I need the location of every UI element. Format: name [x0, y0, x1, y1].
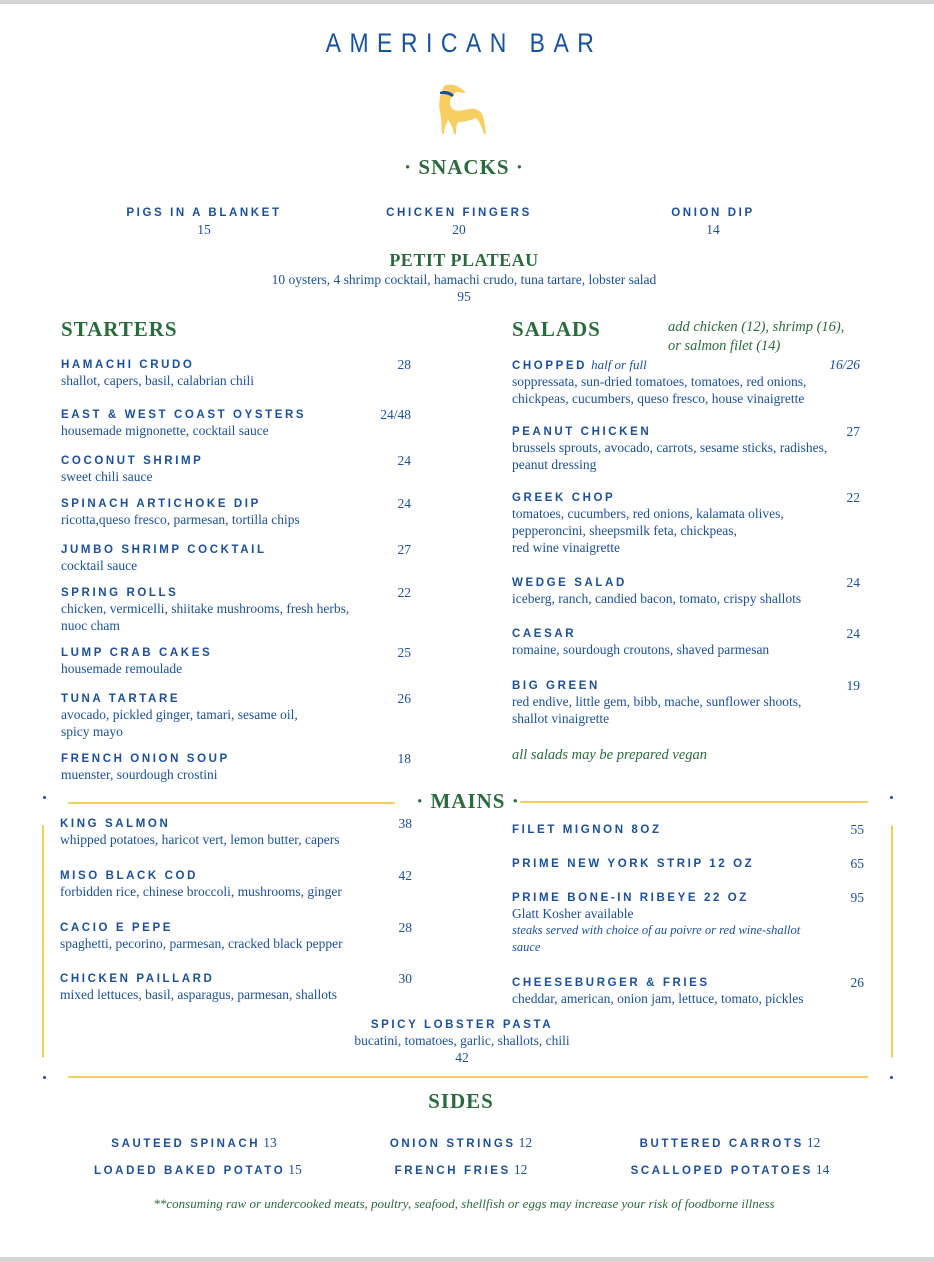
item-name: PETIT PLATEAU	[389, 250, 539, 270]
item-desc: spaghetti, pecorino, parmesan, cracked black pepper	[60, 936, 343, 951]
item-desc: soppressata, sun-dried tomatoes, tomatoes, red onions,	[512, 374, 807, 389]
item-desc: pepperoncini, sheepsmilk feta, chickpeas,	[512, 523, 737, 538]
item-desc: chicken, vermicelli, shiitake mushrooms, fresh herbs,	[61, 601, 350, 616]
item-note: steaks served with choice of au poivre or red wine-shallot	[512, 923, 801, 937]
item-desc: mixed lettuces, basil, asparagus, parmesan, shallots	[60, 987, 338, 1002]
item-name-text: PRIME NEW YORK STRIP 12 OZ	[512, 858, 755, 870]
greyhound-logo-icon	[436, 82, 494, 138]
item-desc: cheddar, american, onion jam, lettuce, tomato, pickles	[512, 991, 804, 1006]
item-desc: tomatoes, cucumbers, red onions, kalamata olives,	[512, 506, 784, 521]
item-price: 24	[846, 575, 860, 590]
item-name: FRENCH FRIES	[394, 1165, 511, 1177]
item-name-text: KING SALMON	[60, 818, 171, 830]
mains-heading: · MAINS ·	[416, 789, 520, 813]
item-price: 12	[518, 1135, 533, 1150]
snack-item	[104, 206, 304, 240]
item-name-text: GREEK CHOP	[512, 492, 616, 504]
item-name-text: FILET MIGNON 8OZ	[512, 824, 662, 836]
item-name-text: HAMACHI CRUDO	[61, 359, 195, 371]
item-name-text: MISO BLACK COD	[60, 870, 198, 882]
item-price: 24	[397, 453, 411, 468]
item-name: LOADED BAKED POTATO	[94, 1165, 286, 1177]
item-desc: Glatt Kosher available	[512, 906, 634, 921]
item-name-text: CHEESEBURGER & FRIES	[512, 977, 710, 989]
menu-item	[512, 358, 860, 407]
dot	[43, 1076, 46, 1079]
divider-line	[68, 802, 395, 804]
menu-item	[61, 646, 411, 677]
item-name-text: CHICKEN PAILLARD	[60, 973, 215, 985]
item-price: 14	[815, 1162, 830, 1177]
item-price: 28	[398, 920, 412, 935]
item-price: 16/26	[829, 357, 860, 372]
item-price: 95	[850, 890, 864, 905]
item-desc: red endive, little gem, bibb, mache, sunflower shoots,	[512, 694, 802, 709]
menu-item	[60, 972, 412, 1003]
item-name-text: COCONUT SHRIMP	[61, 455, 204, 467]
item-name-text: BIG GREEN	[512, 680, 600, 692]
item-price: 19	[846, 678, 860, 693]
item-name-text: CACIO E PEPE	[60, 922, 173, 934]
item-desc: bucatini, tomatoes, garlic, shallots, chili	[354, 1033, 570, 1048]
item-price: 28	[397, 357, 411, 372]
item-desc: ricotta,queso fresco, parmesan, tortilla chips	[61, 512, 300, 527]
item-name-text: SPINACH ARTICHOKE DIP	[61, 498, 261, 510]
item-desc: muenster, sourdough crostini	[61, 767, 218, 782]
item-tag: half or full	[591, 357, 647, 372]
item-price: 42	[455, 1050, 469, 1065]
menu-item	[60, 921, 412, 952]
divider-line	[891, 825, 893, 1058]
item-name-text: CHOPPED	[512, 360, 588, 372]
dot	[890, 1076, 893, 1079]
item-name-text: SPRING ROLLS	[61, 587, 179, 599]
side-item	[630, 1161, 830, 1179]
item-price: 13	[263, 1135, 277, 1150]
item-desc: red wine vinaigrette	[512, 540, 620, 555]
menu-item	[61, 454, 411, 485]
item-name: ONION DIP	[671, 207, 755, 219]
item-price: 42	[398, 868, 412, 883]
item-price: 25	[397, 645, 411, 660]
item-desc: sweet chili sauce	[61, 469, 153, 484]
item-price: 24	[397, 496, 411, 511]
item-name-text: PRIME BONE-IN RIBEYE 22 OZ	[512, 892, 749, 904]
menu-item	[61, 692, 411, 740]
menu-item	[512, 891, 864, 956]
dot	[890, 796, 893, 799]
menu-item	[512, 491, 860, 556]
item-price: 65	[850, 856, 864, 871]
item-desc: chickpeas, cucumbers, queso fresco, house vinaigrette	[512, 391, 805, 406]
menu-item	[60, 817, 412, 848]
item-price: 24	[846, 626, 860, 641]
menu-item	[61, 586, 411, 634]
item-name: CHICKEN FINGERS	[386, 207, 532, 219]
item-desc: housemade remoulade	[61, 661, 183, 676]
spicy-lobster-pasta	[262, 1018, 662, 1066]
item-name-text: WEDGE SALAD	[512, 577, 627, 589]
page-edge-top	[0, 0, 934, 4]
snack-item	[613, 206, 813, 240]
item-price: 22	[846, 490, 860, 505]
item-name-text: PEANUT CHICKEN	[512, 426, 652, 438]
item-price: 24/48	[380, 407, 411, 422]
item-desc: brussels sprouts, avocado, carrots, sesame sticks, radishes,	[512, 440, 828, 455]
menu-item	[61, 497, 411, 528]
item-price: 12	[513, 1162, 528, 1177]
item-price: 38	[398, 816, 412, 831]
item-price: 26	[850, 975, 864, 990]
side-item	[361, 1161, 561, 1179]
item-desc: housemade mignonette, cocktail sauce	[61, 423, 269, 438]
item-price: 26	[397, 691, 411, 706]
menu-item	[512, 823, 864, 837]
item-price: 15	[288, 1162, 302, 1177]
item-price: 30	[398, 971, 412, 986]
menu-item	[512, 627, 860, 658]
item-name: SAUTEED SPINACH	[111, 1138, 261, 1150]
item-name-text: CAESAR	[512, 628, 577, 640]
menu-item	[512, 857, 864, 871]
divider-line	[42, 825, 44, 1058]
sides-heading: SIDES	[428, 1089, 494, 1113]
health-disclaimer: **consuming raw or undercooked meats, poultry, seafood, shellfish or eggs may increase your risk of foodborne illness	[153, 1196, 775, 1211]
item-name-text: FRENCH ONION SOUP	[61, 753, 230, 765]
snack-item	[359, 206, 559, 240]
item-desc: romaine, sourdough croutons, shaved parmesan	[512, 642, 770, 657]
item-price: 18	[397, 751, 411, 766]
menu-item	[512, 679, 860, 727]
menu-item	[61, 408, 411, 439]
divider-line	[68, 1076, 868, 1078]
page-title: AMERICAN BAR	[325, 28, 603, 58]
note-line: or salmon filet (14)	[668, 338, 781, 354]
item-desc: forbidden rice, chinese broccoli, mushrooms, ginger	[60, 884, 342, 899]
item-desc: shallot vinaigrette	[512, 711, 610, 726]
dot	[43, 796, 46, 799]
vegan-note: all salads may be prepared vegan	[512, 747, 708, 763]
item-note: sauce	[512, 940, 541, 954]
item-price: 12	[806, 1135, 821, 1150]
item-desc: cocktail sauce	[61, 558, 138, 573]
item-price: 27	[846, 424, 860, 439]
menu-item	[61, 543, 411, 574]
item-price: 15	[197, 222, 211, 237]
item-name-text: EAST & WEST COAST OYSTERS	[61, 409, 307, 421]
menu-item	[512, 976, 864, 1007]
item-name: SPICY LOBSTER PASTA	[370, 1019, 554, 1031]
divider-line	[520, 801, 868, 803]
item-price: 27	[397, 542, 411, 557]
salads-addon-note	[668, 318, 844, 356]
page-edge-bottom	[0, 1257, 934, 1262]
item-desc: whipped potatoes, haricot vert, lemon butter, capers	[60, 832, 340, 847]
item-name: ONION STRINGS	[389, 1138, 516, 1150]
item-price: 55	[850, 822, 864, 837]
snacks-heading: · SNACKS ·	[404, 155, 524, 179]
side-item	[94, 1161, 302, 1179]
side-item	[361, 1134, 561, 1152]
petit-plateau	[0, 249, 928, 305]
item-desc: peanut dressing	[512, 457, 597, 472]
side-item	[94, 1134, 294, 1152]
side-item	[630, 1134, 830, 1152]
item-price: 95	[457, 289, 471, 304]
menu-item	[512, 425, 860, 473]
item-desc: 10 oysters, 4 shrimp cocktail, hamachi crudo, tuna tartare, lobster salad	[271, 272, 657, 287]
menu-item	[61, 752, 411, 783]
item-price: 22	[397, 585, 411, 600]
item-name: PIGS IN A BLANKET	[126, 207, 282, 219]
note-line: add chicken (12), shrimp (16),	[668, 319, 845, 335]
item-desc: avocado, pickled ginger, tamari, sesame oil,	[61, 707, 298, 722]
item-name-text: JUMBO SHRIMP COCKTAIL	[61, 544, 267, 556]
item-desc: spicy mayo	[61, 724, 123, 739]
item-name: BUTTERED CARROTS	[639, 1138, 804, 1150]
item-desc: nuoc cham	[61, 618, 120, 633]
item-desc: iceberg, ranch, candied bacon, tomato, crispy shallots	[512, 591, 802, 606]
item-price: 14	[706, 222, 720, 237]
menu-item	[61, 358, 411, 389]
menu-item	[512, 576, 860, 607]
item-name: SCALLOPED POTATOES	[630, 1165, 813, 1177]
item-price: 20	[452, 222, 466, 237]
starters-heading: STARTERS	[61, 317, 178, 341]
item-name-text: LUMP CRAB CAKES	[61, 647, 213, 659]
item-desc: shallot, capers, basil, calabrian chili	[61, 373, 255, 388]
salads-heading: SALADS	[512, 317, 601, 341]
item-name-text: TUNA TARTARE	[61, 693, 181, 705]
menu-item	[60, 869, 412, 900]
